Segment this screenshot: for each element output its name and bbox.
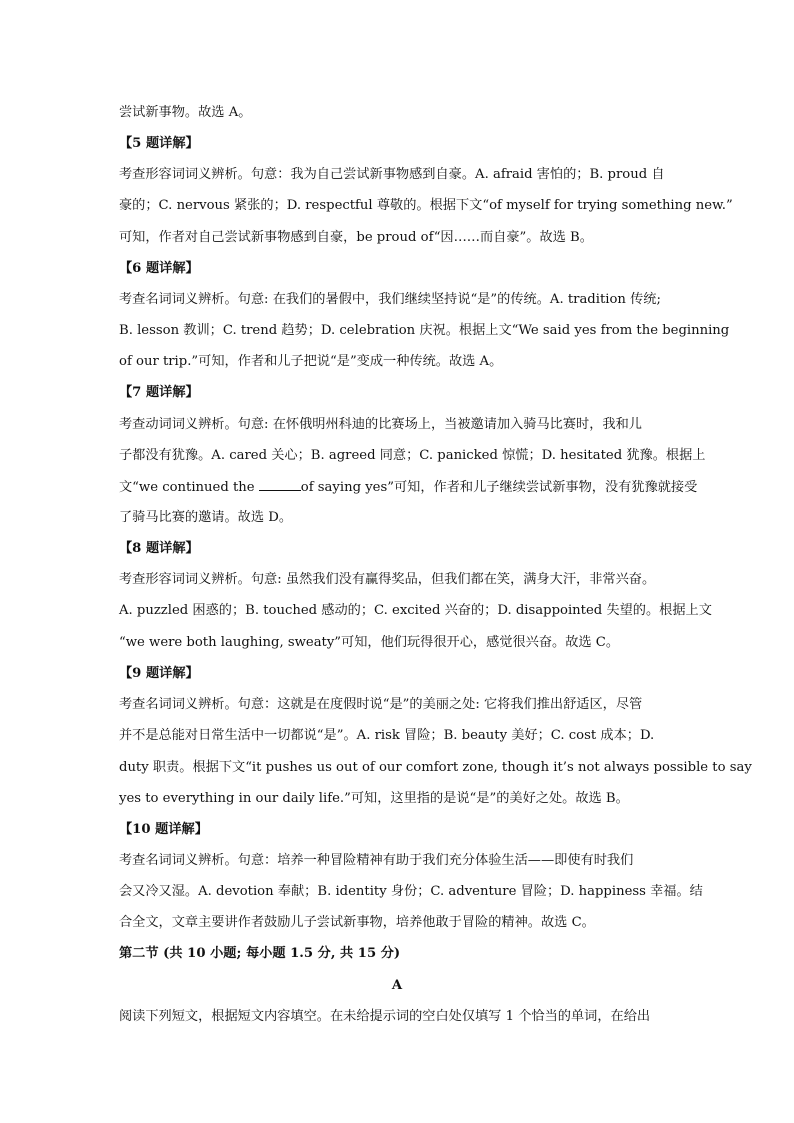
part-label: A (391, 978, 403, 993)
text-line: 考查名词词义辨析。句意：培养一种冒险精神有助于我们充分体验生活——即使有时我们 (119, 853, 634, 868)
question-8-heading: 【8 题详解】 (119, 541, 199, 556)
text-line: 豪的；C. nervous 紧张的；D. respectful 尊敬的。根据下文“of myself for trying something new.” (119, 198, 733, 213)
text-line: “we were both laughing, sweaty”可知，他们玩得很开心，感觉很兴奋。故选 C。 (119, 635, 620, 650)
text-line: of our trip.”可知，作者和儿子把说“是”变成一种传统。故选 A。 (119, 354, 503, 369)
section-title: 第二节 (共 10 小题; 每小题 1.5 分, 共 15 分) (119, 946, 401, 961)
text-line: 考查形容词词义辨析。句意: 虽然我们没有赢得奖品，但我们都在笑，满身大汗，非常兴奋。 (119, 572, 656, 587)
question-6-heading: 【6 题详解】 (119, 261, 199, 276)
question-10-heading: 【10 题详解】 (119, 822, 208, 837)
text-line (119, 478, 698, 497)
text-line: duty 职责。根据下文“it pushes us out of our comfort zone, though it’s not always possible to say (119, 760, 752, 775)
question-9-heading: 【9 题详解】 (119, 666, 199, 681)
text-line: 子都没有犹豫。A. cared 关心；B. agreed 同意；C. panicked 惊慌；D. hesitated 犹豫。根据上 (119, 448, 706, 463)
question-5-heading: 【5 题详解】 (119, 136, 199, 151)
text-line: B. lesson 教训；C. trend 趋势；D. celebration 庆祝。根据上文“We said yes from the beginning (119, 323, 730, 338)
text-line: A. puzzled 困惑的；B. touched 感动的；C. excited 兴奋的；D. disappointed 失望的。根据上文 (119, 603, 712, 618)
text-line: 尝试新事物。故选 A。 (119, 105, 252, 120)
text-line: 考查名词词义辨析。句意: 在我们的暑假中，我们继续坚持说“是”的传统。A. tradition 传统; (119, 292, 661, 307)
question-7-heading: 【7 题详解】 (119, 385, 199, 400)
text-line: 并不是总能对日常生活中一切都说“是”。A. risk 冒险；B. beauty 美好；C. cost 成本；D. (119, 728, 655, 743)
text-line: 考查形容词词义辨析。句意：我为自己尝试新事物感到自豪。A. afraid 害怕的；B. proud 自 (119, 167, 665, 182)
text-line: 考查动词词义辨析。句意: 在怀俄明州科迪的比赛场上，当被邀请加入骑马比赛时，我和儿 (119, 417, 642, 432)
text-line: 可知，作者对自己尝试新事物感到自豪，be proud of“因……而自豪”。故选 B。 (119, 230, 593, 245)
text-line: 考查名词词义辨析。句意：这就是在度假时说“是”的美丽之处: 它将我们推出舒适区，尽管 (119, 697, 643, 712)
text-segment: 文“we continued the (119, 480, 259, 495)
text-segment: of saying yes”可知，作者和儿子继续尝试新事物，没有犹豫就接受 (300, 480, 698, 495)
text-line: 合全文，文章主要讲作者鼓励儿子尝试新事物，培养他敢于冒险的精神。故选 C。 (119, 915, 595, 930)
instruction-line: 阅读下列短文，根据短文内容填空。在未给提示词的空白处仅填写 1 个恰当的单词，在给出 (119, 1009, 651, 1024)
text-line: 了骑马比赛的邀请。故选 D。 (119, 510, 293, 525)
text-line: 会又冷又湿。A. devotion 奉献；B. identity 身份；C. adventure 冒险；D. happiness 幸福。结 (119, 884, 703, 899)
text-line: yes to everything in our daily life.”可知，这里指的是说“是”的美好之处。故选 B。 (119, 791, 629, 806)
answer-blank (259, 478, 301, 491)
